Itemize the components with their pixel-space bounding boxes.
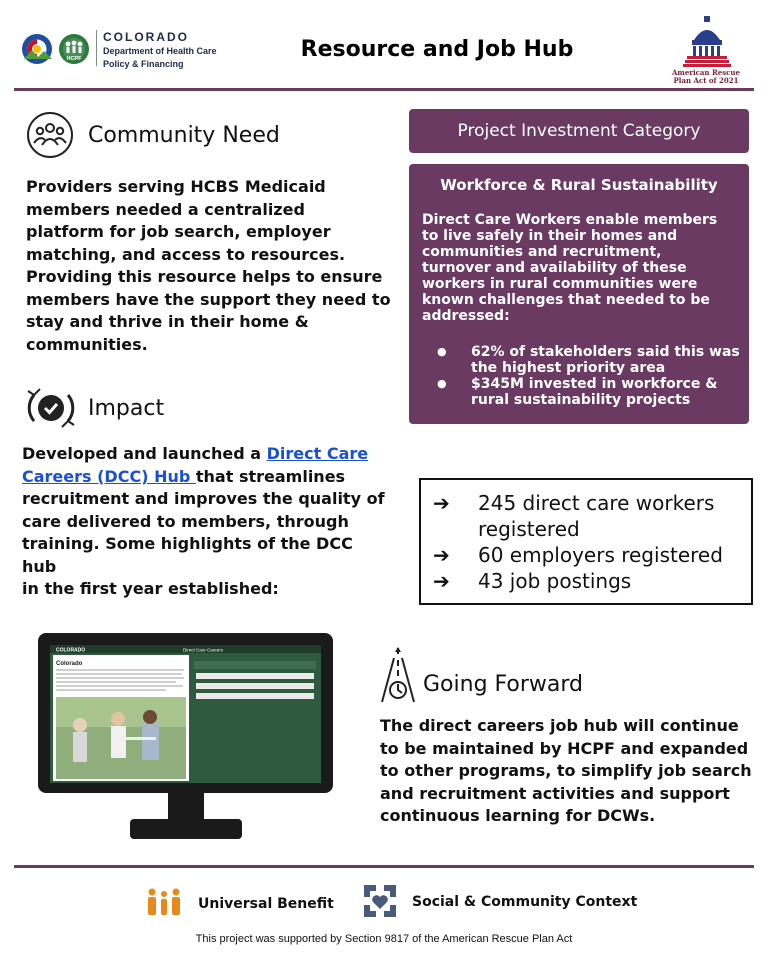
stats-box	[419, 478, 753, 605]
bullet-line: ● 62% of stakeholders said this was	[471, 344, 740, 360]
workforce-line: Direct Care Workers enable members	[422, 212, 718, 228]
impact-line: training. Some highlights of the DCC hub	[22, 534, 353, 576]
going-forward-line: The direct careers job hub will continue	[380, 716, 739, 735]
dcc-hub-link-cont[interactable]: Careers (DCC) Hub	[22, 466, 196, 486]
stats-list	[433, 490, 743, 594]
page-title: Resource and Job Hub	[300, 37, 574, 62]
going-forward-line: to other programs, to simplify job search	[380, 761, 752, 780]
going-forward-line: to be maintained by HCPF and expanded	[380, 738, 749, 758]
universal-benefit-icon	[146, 887, 182, 917]
header-rule	[14, 88, 754, 91]
community-need-line: matching, and access to resources.	[26, 244, 346, 264]
impact-prefix: Developed and launched a	[22, 444, 267, 463]
workforce-panel	[409, 164, 749, 424]
workforce-line: workers in rural communities were	[422, 276, 698, 292]
arpa-logo-text	[660, 69, 752, 85]
impact-check-icon	[26, 385, 76, 431]
impact-rest: that streamlines	[195, 466, 346, 486]
going-forward-line: continuous learning for DCWs.	[380, 806, 656, 825]
workforce-line: addressed:	[422, 308, 510, 324]
screenshot-site-title: Direct Care Careers	[183, 647, 224, 653]
bullet-line: ● $345M invested in workforce &	[471, 376, 718, 392]
community-need-line: Providers serving HCBS Medicaid	[26, 177, 326, 196]
hcpf-badge-text: HCPF	[66, 56, 82, 62]
community-need-line: Providing this resource helps to ensure	[26, 267, 383, 286]
dcc-hub-link[interactable]: Direct Care	[266, 444, 369, 463]
social-community-label: Social & Community Context	[412, 894, 638, 910]
arpa-line-1: American Rescue	[672, 68, 740, 77]
workforce-line: turnover and availability of these	[422, 260, 687, 276]
state-name: COLORADO	[103, 30, 189, 44]
going-forward-text	[380, 715, 760, 828]
impact-text	[22, 443, 392, 601]
funding-note: This project was supported by Section 9817 of the American Rescue Plan Act	[195, 933, 573, 945]
screenshot-site-header: COLORADO	[56, 647, 86, 654]
workforce-bullet	[433, 344, 745, 376]
impact-line: recruitment and improves the quality of	[22, 489, 385, 508]
department-line-1: Department of Health Care	[103, 46, 217, 56]
community-need-line: stay and thrive in their home &	[26, 312, 309, 331]
going-forward-line: and recruitment activities and support	[380, 783, 730, 803]
stat-item	[433, 568, 743, 594]
impact-line	[22, 466, 392, 489]
stat-line: 245 direct care workers	[478, 491, 715, 515]
investment-category-label: Project Investment Category	[409, 109, 749, 153]
bullet-line: the highest priority area	[471, 360, 666, 376]
impact-line	[22, 443, 392, 466]
stat-item	[433, 490, 743, 542]
stat-line: registered	[478, 517, 580, 541]
workforce-line: to live safely in their homes and	[422, 228, 678, 244]
arrow-right-icon: ➔	[433, 543, 450, 567]
footer-rule	[14, 865, 754, 868]
workforce-line: communities and recruitment,	[422, 244, 662, 260]
community-need-line: platform for job search, employer	[26, 222, 331, 241]
community-need-line: members have the support they need to	[26, 289, 391, 309]
community-need-line: members needed a centralized	[26, 199, 305, 219]
website-screenshot-monitor	[38, 633, 333, 845]
workforce-line: known challenges that needed to be	[422, 292, 710, 308]
impact-line: in the first year established:	[22, 579, 279, 598]
community-need-heading: Community Need	[88, 123, 280, 148]
workforce-bullets	[433, 344, 745, 408]
universal-benefit-label: Universal Benefit	[198, 896, 334, 912]
stat-item	[433, 542, 743, 568]
arrow-right-icon: ➔	[433, 569, 450, 593]
going-forward-heading: Going Forward	[423, 672, 583, 697]
department-line-2: Policy & Financing	[103, 59, 184, 69]
impact-heading: Impact	[88, 396, 165, 421]
community-need-text	[26, 176, 396, 356]
arrow-right-icon: ➔	[433, 491, 450, 515]
arpa-line-2: Plan Act of 2021	[673, 76, 739, 85]
screenshot-heading: Colorado	[56, 661, 83, 667]
workforce-body	[422, 212, 744, 324]
stat-line: 60 employers registered	[478, 543, 723, 567]
workforce-title: Workforce & Rural Sustainability	[440, 176, 718, 194]
community-need-line: communities.	[26, 334, 148, 354]
road-compass-icon	[378, 646, 418, 704]
stat-line: 43 job postings	[478, 569, 632, 593]
community-people-icon	[26, 111, 74, 159]
social-community-icon	[362, 883, 398, 919]
bullet-line: rural sustainability projects	[471, 392, 691, 408]
impact-line: care delivered to members, through	[22, 511, 349, 531]
workforce-bullet	[433, 376, 745, 408]
